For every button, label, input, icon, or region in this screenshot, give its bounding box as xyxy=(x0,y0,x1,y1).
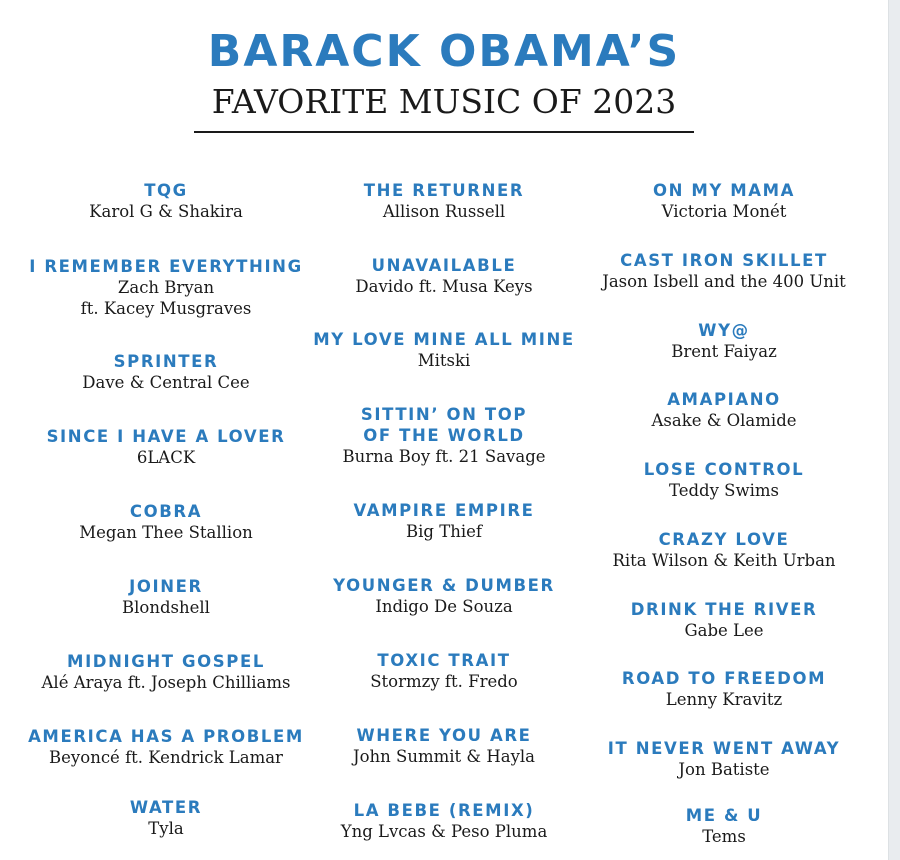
song-entry xyxy=(576,389,872,431)
song-title: ME & U xyxy=(685,806,763,825)
song-artist: Victoria Monét xyxy=(661,202,787,221)
song-title: UNAVAILABLE xyxy=(371,256,517,275)
song-artist: John Summit & Hayla xyxy=(352,747,535,766)
song-artist: Indigo De Souza xyxy=(375,597,513,616)
song-title: I REMEMBER EVERYTHING xyxy=(29,257,303,276)
song-artist: Davido ft. Musa Keys xyxy=(355,277,533,296)
song-column-1 xyxy=(18,0,314,860)
song-artist: Blondshell xyxy=(122,598,210,617)
song-artist: Tyla xyxy=(148,819,184,838)
song-artist: Mitski xyxy=(417,351,471,370)
song-entry xyxy=(296,500,592,542)
song-entry xyxy=(296,725,592,767)
song-title: CRAZY LOVE xyxy=(658,530,790,549)
song-entry xyxy=(576,320,872,362)
song-artist: Jon Batiste xyxy=(678,760,770,779)
song-title: LA BEBE (REMIX) xyxy=(353,801,535,820)
song-artist: Lenny Kravitz xyxy=(665,690,783,709)
song-entry xyxy=(576,180,872,222)
song-entry xyxy=(296,575,592,617)
song-artist: Stormzy ft. Fredo xyxy=(370,672,518,691)
song-title: ON MY MAMA xyxy=(652,181,796,200)
song-artist: Zach Bryan ft. Kacey Musgraves xyxy=(80,278,252,318)
song-artist: Alé Araya ft. Joseph Chilliams xyxy=(41,673,291,692)
song-entry xyxy=(18,256,314,319)
song-title: LOSE CONTROL xyxy=(643,460,805,479)
song-artist: Brent Faiyaz xyxy=(671,342,777,361)
song-artist: Megan Thee Stallion xyxy=(79,523,253,542)
song-title: IT NEVER WENT AWAY xyxy=(607,739,841,758)
song-entry xyxy=(18,351,314,393)
song-entry xyxy=(296,329,592,371)
song-entry xyxy=(576,668,872,710)
song-entry xyxy=(18,651,314,693)
song-artist: Jason Isbell and the 400 Unit xyxy=(602,272,846,291)
song-title: THE RETURNER xyxy=(363,181,525,200)
song-entry xyxy=(576,459,872,501)
song-title: YOUNGER & DUMBER xyxy=(333,576,555,595)
song-title: WHERE YOU ARE xyxy=(356,726,532,745)
song-title: AMAPIANO xyxy=(667,390,781,409)
song-entry xyxy=(296,180,592,222)
song-title: MIDNIGHT GOSPEL xyxy=(67,652,265,671)
song-title: SINCE I HAVE A LOVER xyxy=(46,427,286,446)
song-title: WY@ xyxy=(698,321,750,340)
song-entry xyxy=(296,800,592,842)
song-entry xyxy=(18,180,314,222)
song-title: ROAD TO FREEDOM xyxy=(621,669,827,688)
song-artist: Yng Lvcas & Peso Pluma xyxy=(340,822,548,841)
song-title: WATER xyxy=(129,798,203,817)
song-artist: 6LACK xyxy=(136,448,196,467)
song-column-2 xyxy=(296,0,592,860)
song-entry xyxy=(296,255,592,297)
song-title: JOINER xyxy=(129,577,203,596)
song-entry xyxy=(576,738,872,780)
scrollbar-track[interactable] xyxy=(888,0,900,860)
song-entry xyxy=(18,726,314,768)
song-title: SPRINTER xyxy=(113,352,219,371)
song-title: TQG xyxy=(144,181,188,200)
song-title: CAST IRON SKILLET xyxy=(620,251,828,270)
song-artist: Gabe Lee xyxy=(684,621,764,640)
song-entry xyxy=(18,501,314,543)
song-title: SITTIN’ ON TOP OF THE WORLD xyxy=(360,405,528,445)
song-entry xyxy=(576,599,872,641)
song-title: MY LOVE MINE ALL MINE xyxy=(313,330,575,349)
song-entry xyxy=(296,650,592,692)
page-title: BARACK OBAMA’S xyxy=(207,26,681,77)
song-artist: Beyoncé ft. Kendrick Lamar xyxy=(49,748,283,767)
song-artist: Dave & Central Cee xyxy=(82,373,250,392)
song-entry xyxy=(576,805,872,847)
song-title: DRINK THE RIVER xyxy=(630,600,818,619)
song-artist: Big Thief xyxy=(406,522,482,541)
song-entry xyxy=(576,529,872,571)
song-entry xyxy=(18,797,314,839)
song-artist: Rita Wilson & Keith Urban xyxy=(612,551,836,570)
song-title: VAMPIRE EMPIRE xyxy=(353,501,535,520)
song-title: COBRA xyxy=(129,502,203,521)
song-entry xyxy=(296,404,592,467)
song-artist: Asake & Olamide xyxy=(651,411,797,430)
song-entry xyxy=(18,576,314,618)
song-artist: Teddy Swims xyxy=(669,481,779,500)
page-subtitle: FAVORITE MUSIC OF 2023 xyxy=(211,82,677,121)
song-artist: Allison Russell xyxy=(382,202,506,221)
song-title: AMERICA HAS A PROBLEM xyxy=(28,727,304,746)
song-artist: Burna Boy ft. 21 Savage xyxy=(342,447,546,466)
song-entry xyxy=(576,250,872,292)
song-column-3 xyxy=(576,0,872,860)
song-title: TOXIC TRAIT xyxy=(377,651,511,670)
song-entry xyxy=(18,426,314,468)
song-artist: Tems xyxy=(702,827,746,846)
song-artist: Karol G & Shakira xyxy=(89,202,243,221)
